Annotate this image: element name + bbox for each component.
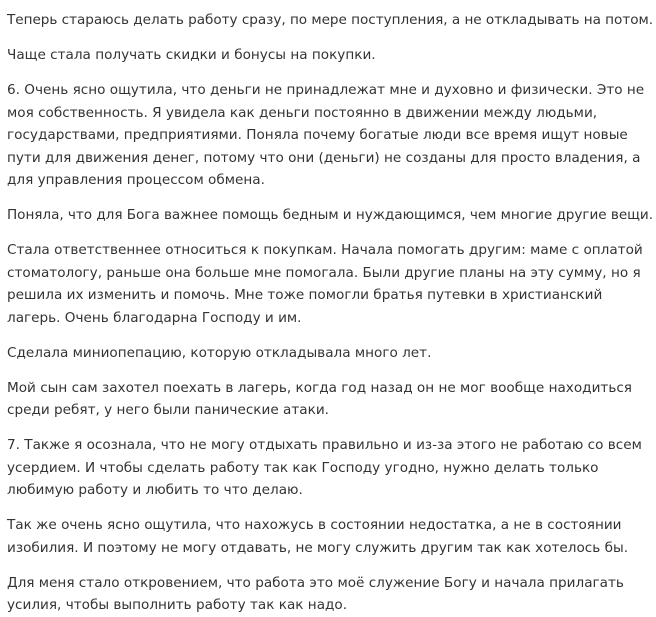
paragraph-10 xyxy=(7,572,652,617)
paragraph-6 xyxy=(7,342,652,365)
text-line: лагерь. Очень благодарна Господу и им. xyxy=(7,309,302,326)
text-line: Теперь стараюсь делать работу сразу, по мере поступления, а не откладывать на потом. xyxy=(7,12,653,28)
text-line: Стала ответственнее относиться к покупкам. Начала помогать другим: маме с оплатой xyxy=(7,242,643,258)
text-line: Мой сын сам захотел поехать в лагерь, когда год назад он не мог вообще находиться xyxy=(7,379,632,396)
paragraph-1 xyxy=(7,9,652,32)
text-line: решила их изменить и помочь. Мне тоже помогли братья путевки в христианский xyxy=(7,287,603,303)
text-line: для управления процессом обмена. xyxy=(7,172,265,188)
paragraph-8 xyxy=(7,434,652,502)
text-line: Чаще стала получать скидки и бонусы на покупки. xyxy=(7,47,376,63)
text-line: любимую работу и любить то что делаю. xyxy=(7,482,303,498)
paragraph-7 xyxy=(7,377,652,422)
text-line: усилия, чтобы выполнить работу так как надо. xyxy=(7,597,348,613)
document-body xyxy=(7,9,652,617)
text-line: стоматологу, раньше она больше мне помогала. Были другие планы на эту сумму, но я xyxy=(7,264,641,281)
text-line: среди ребят, у него были панические атаки. xyxy=(7,402,329,418)
text-line: пути для движения денег, потому что они (деньги) не созданы для просто владения, а xyxy=(7,149,641,166)
text-line: изобилия. И поэтому не могу отдавать, не могу служить другим так как хотелось бы. xyxy=(7,539,629,556)
text-line: государствами, предприятиями. Поняла почему богатые люди все время ищут новые xyxy=(7,127,628,143)
text-line: Поняла, что для Бога важнее помощь бедным и нуждающимся, чем многие другие вещи. xyxy=(7,207,653,223)
text-line: Так же очень ясно ощутила, что нахожусь в состоянии недостатка, а не в состоянии xyxy=(7,517,622,533)
text-line: усердием. И чтобы сделать работу так как Господу угодно, нужно делать только xyxy=(7,459,599,476)
text-line: моя собственность. Я увидела как деньги постоянно в движении между людьми, xyxy=(7,104,598,121)
text-line: 7. Также я осознала, что не могу отдыхать правильно и из-за этого не работаю со всем xyxy=(7,437,642,453)
paragraph-4 xyxy=(7,204,652,227)
text-line: 6. Очень ясно ощутила, что деньги не принадлежат мне и духовно и физически. Это не xyxy=(7,82,645,98)
paragraph-3 xyxy=(7,79,652,192)
text-line: Сделала миниопепацию, которую откладывала много лет. xyxy=(7,344,432,361)
text-line: Для меня стало откровением, что работа это моё служение Богу и начала прилагать xyxy=(7,574,624,591)
paragraph-5 xyxy=(7,239,652,329)
paragraph-2 xyxy=(7,44,652,67)
paragraph-9 xyxy=(7,514,652,559)
